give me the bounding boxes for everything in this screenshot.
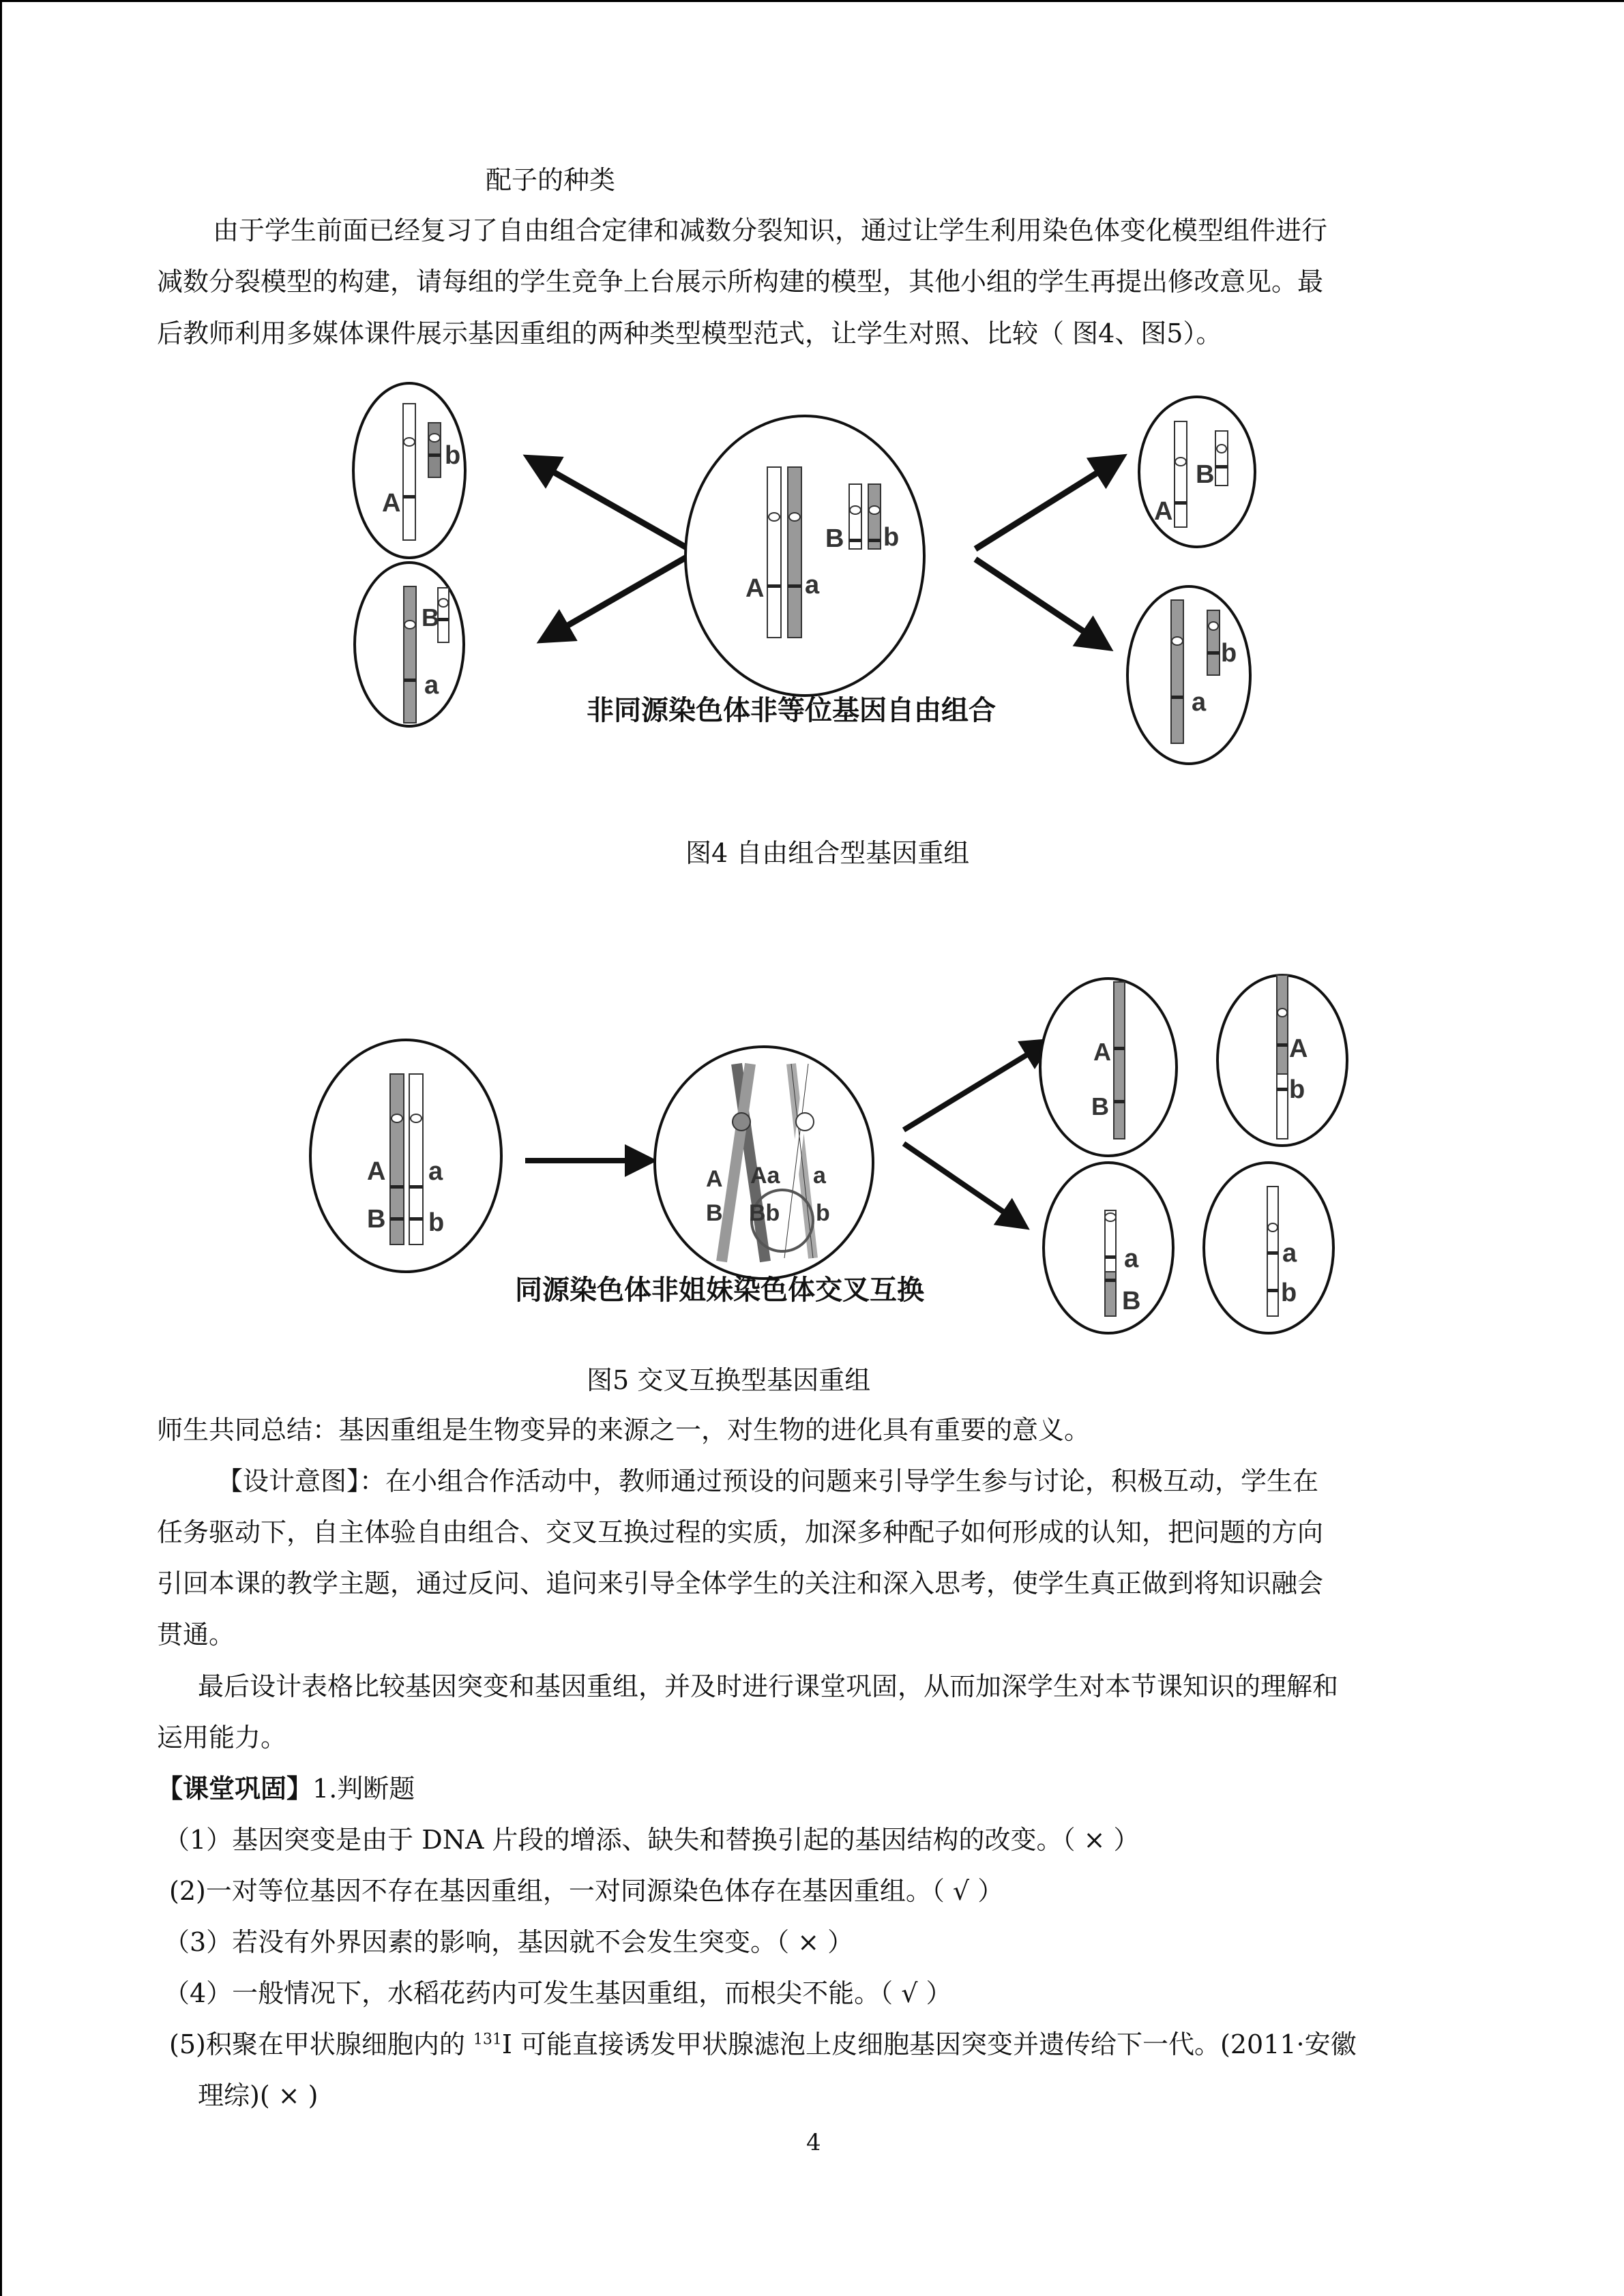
gamete-cell-Ab-5	[1217, 975, 1347, 1146]
homologous-pair-cell	[310, 1040, 501, 1272]
svg-text:B: B	[1091, 1092, 1109, 1120]
page-number: 4	[806, 2129, 821, 2156]
arrow-to-upper-gametes	[904, 1047, 1040, 1130]
intro-line-1: 由于学生前面已经复习了自由组合定律和减数分裂知识，通过让学生利用染色体变化模型组件进行	[213, 215, 1328, 245]
design-line-2: 任务驱动下，自主体验自由组合、交叉互换过程的实质，加深多种配子如何形成的认知，把问题的方向	[157, 1517, 1324, 1547]
svg-text:A: A	[1154, 497, 1173, 526]
exercise-title	[157, 1773, 415, 1804]
svg-text:a: a	[424, 671, 439, 700]
svg-text:A: A	[1093, 1038, 1111, 1066]
question-4: （4）一般情况下，水稻花药内可发生基因重组，而根尖不能。（ √ ）	[164, 1978, 952, 2008]
gamete-cell-AB	[1139, 397, 1255, 547]
svg-text:A: A	[1289, 1034, 1308, 1063]
gamete-cell-ab	[1127, 586, 1250, 764]
svg-text:Aa: Aa	[750, 1163, 780, 1189]
arrow-right-down	[975, 559, 1098, 641]
figure-4-inner-caption: 非同源染色体非等位基因自由组合	[587, 695, 996, 726]
section-heading: 配子的种类	[486, 165, 616, 195]
svg-text:b: b	[445, 441, 461, 470]
arrow-right-up	[975, 464, 1112, 549]
svg-text:B: B	[1122, 1287, 1141, 1315]
svg-text:a: a	[1282, 1239, 1297, 1268]
svg-text:b: b	[428, 1208, 445, 1237]
svg-text:A: A	[382, 489, 401, 518]
summary-text: 师生共同总结：基因重组是生物变异的来源之一，对生物的进化具有重要的意义。	[157, 1415, 1091, 1445]
svg-text:b: b	[883, 523, 900, 552]
final-line-1: 最后设计表格比较基因突变和基因重组，并及时进行课堂巩固，从而加深学生对本节课知识的理解和	[198, 1671, 1339, 1701]
svg-text:a: a	[1192, 688, 1207, 717]
svg-text:B: B	[706, 1200, 723, 1226]
svg-text:b: b	[816, 1200, 830, 1226]
question-2: (2)一对等位基因不存在基因重组，一对同源染色体存在基因重组。（ √ ）	[169, 1876, 1004, 1906]
top-border	[0, 0, 1624, 2]
question-5-part-b: I 可能直接诱发甲状腺滤泡上皮细胞基因突变并遗传给下一代。(2011·安徽	[501, 2029, 1357, 2059]
question-5-part-a: (5)积聚在甲状腺细胞内的	[169, 2029, 473, 2059]
arrow-left-down	[552, 556, 689, 634]
svg-text:A: A	[745, 574, 765, 603]
svg-text:A: A	[706, 1166, 723, 1192]
svg-text:A: A	[367, 1157, 386, 1186]
exercise-title-rest: 1.判断题	[312, 1774, 415, 1804]
design-line-1: 【设计意图】：在小组合作活动中，教师通过预设的问题来引导学生参与讨论，积极互动，学生在	[217, 1466, 1319, 1496]
arrow-left-up	[539, 464, 689, 549]
intro-line-2: 减数分裂模型的构建，请每组的学生竞争上台展示所构建的模型，其他小组的学生再提出修改意见。最	[157, 267, 1324, 297]
parent-cell	[587, 416, 996, 726]
question-5	[169, 2031, 1357, 2057]
gamete-cell-Ab	[353, 383, 465, 558]
svg-text:B: B	[1196, 460, 1215, 489]
svg-text:B: B	[367, 1205, 386, 1234]
svg-text:b: b	[1281, 1279, 1297, 1307]
question-5-continuation: 理综)( × )	[198, 2081, 319, 2111]
design-line-3: 引回本课的教学主题，通过反问、追问来引导全体学生的关注和深入思考，使学生真正做到将知识融会	[157, 1568, 1324, 1598]
figure-5-caption: 图5 交叉互换型基因重组	[587, 1365, 871, 1395]
svg-text:a: a	[428, 1157, 443, 1186]
exercise-title-bold: 【课堂巩固】	[157, 1773, 313, 1804]
figure-5-diagram	[286, 958, 1350, 1340]
left-border	[0, 0, 2, 2296]
svg-text:a: a	[1124, 1244, 1139, 1273]
svg-text:b: b	[1289, 1075, 1305, 1104]
svg-text:B: B	[825, 524, 844, 553]
gamete-cell-aB	[355, 563, 464, 726]
question-5-superscript: 131	[473, 2031, 502, 2048]
design-line-4: 贯通。	[157, 1620, 235, 1650]
svg-text:Bb: Bb	[749, 1200, 780, 1226]
figure-5-inner-caption: 同源染色体非姐妹染色体交叉互换	[515, 1274, 924, 1306]
final-line-2: 运用能力。	[157, 1723, 287, 1753]
intro-line-3: 后教师利用多媒体课件展示基因重组的两种类型模型范式，让学生对照、比较（ 图4、图5）。	[157, 318, 1222, 348]
question-3: （3）若没有外界因素的影响，基因就不会发生突变。（ × ）	[164, 1927, 854, 1957]
svg-text:b: b	[1221, 639, 1237, 668]
question-1: （1）基因突变是由于 DNA 片段的增添、缺失和替换引起的基因结构的改变。（ × ）	[164, 1825, 1140, 1855]
gamete-cell-AB-5	[1040, 979, 1177, 1156]
svg-text:B: B	[422, 603, 439, 631]
crossover-cell	[655, 1047, 873, 1279]
svg-text:a: a	[813, 1163, 826, 1189]
figure-4-caption: 图4 自由组合型基因重组	[685, 838, 970, 868]
gamete-cell-ab-5	[1204, 1163, 1333, 1333]
figure-4-diagram	[341, 368, 1310, 771]
gamete-cell-aB-5	[1044, 1163, 1173, 1333]
arrow-to-lower-gametes	[904, 1144, 1016, 1221]
svg-text:a: a	[805, 571, 820, 599]
